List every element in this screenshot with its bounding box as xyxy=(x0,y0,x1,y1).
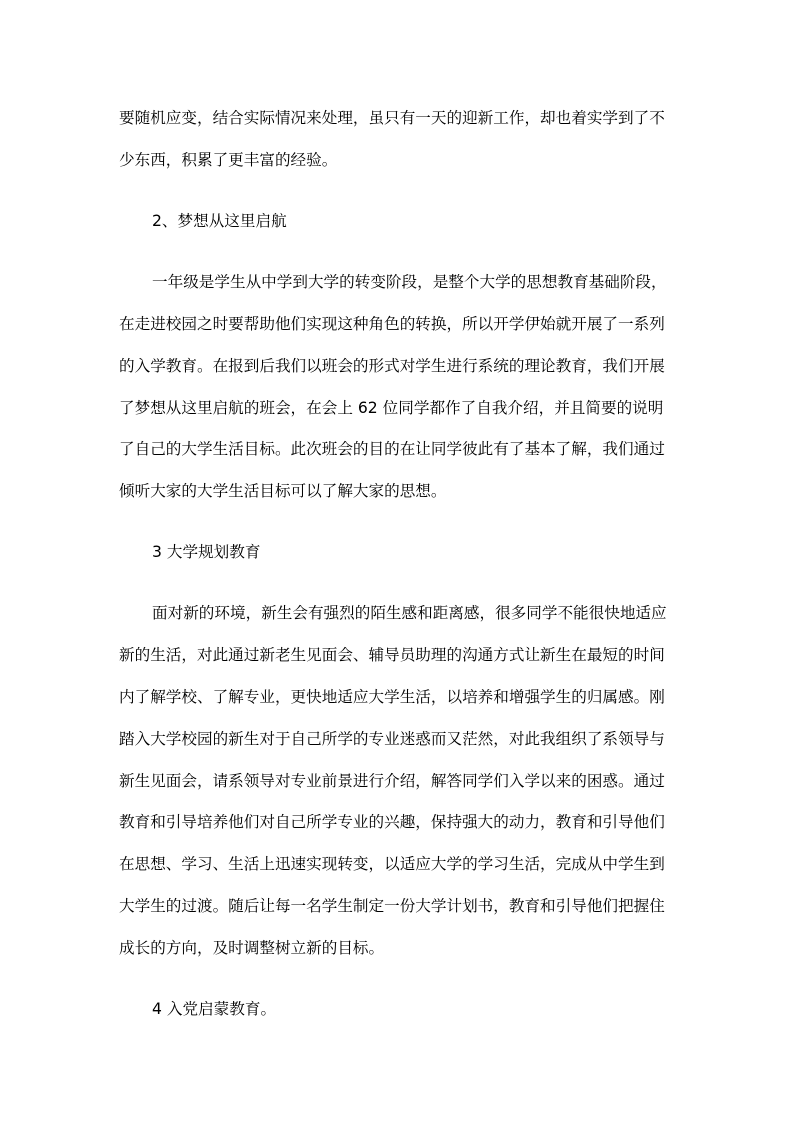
paragraph-line: 的入学教育。在报到后我们以班会的形式对学生进行系统的理论教育，我们开展 xyxy=(119,357,665,375)
paragraph-line: 踏入大学校园的新生对于自己所学的专业迷惑而又茫然，对此我组织了系领导与 xyxy=(119,730,665,748)
section-heading: 4 入党启蒙教育。 xyxy=(152,1000,277,1018)
paragraph-line: 要随机应变，结合实际情况来处理，虽只有一天的迎新工作，却也着实学到了不 xyxy=(119,109,665,127)
paragraph-line: 在思想、学习、生活上迅速实现转变，以适应大学的学习生活，完成从中学生到 xyxy=(119,855,665,873)
paragraph-line: 新生见面会，请系领导对专业前景进行介绍，解答同学们入学以来的困惑。通过 xyxy=(119,772,665,790)
paragraph-line: 倾听大家的大学生活目标可以了解大家的思想。 xyxy=(119,482,447,500)
section-heading: 3 大学规划教育 xyxy=(152,543,261,561)
paragraph-line: 内了解学校、了解专业，更快地适应大学生活，以培养和增强学生的归属感。刚 xyxy=(119,688,665,706)
paragraph-line: 成长的方向，及时调整树立新的目标。 xyxy=(119,939,385,957)
paragraph-line: 了自己的大学生活目标。此次班会的目的在让同学彼此有了基本了解，我们通过 xyxy=(119,440,665,458)
paragraph-line: 了梦想从这里启航的班会，在会上 62 位同学都作了自我介绍，并且简要的说明 xyxy=(119,399,664,417)
section-heading: 2、梦想从这里启航 xyxy=(152,212,287,230)
paragraph-line: 新的生活，对此通过新老生见面会、辅导员助理的沟通方式让新生在最短的时间 xyxy=(119,646,665,664)
paragraph-line: 面对新的环境，新生会有强烈的陌生感和距离感，很多同学不能很快地适应 xyxy=(152,604,667,622)
paragraph-line: 少东西，积累了更丰富的经验。 xyxy=(119,151,338,169)
paragraph-line: 一年级是学生从中学到大学的转变阶段，是整个大学的思想教育基础阶段， xyxy=(152,273,667,291)
paragraph-line: 教育和引导培养他们对自己所学专业的兴趣，保持强大的动力，教育和引导他们 xyxy=(119,813,665,831)
paragraph-line: 大学生的过渡。随后让每一名学生制定一份大学计划书，教育和引导他们把握住 xyxy=(119,897,665,915)
paragraph-line: 在走进校园之时要帮助他们实现这种角色的转换，所以开学伊始就开展了一系列 xyxy=(119,315,665,333)
